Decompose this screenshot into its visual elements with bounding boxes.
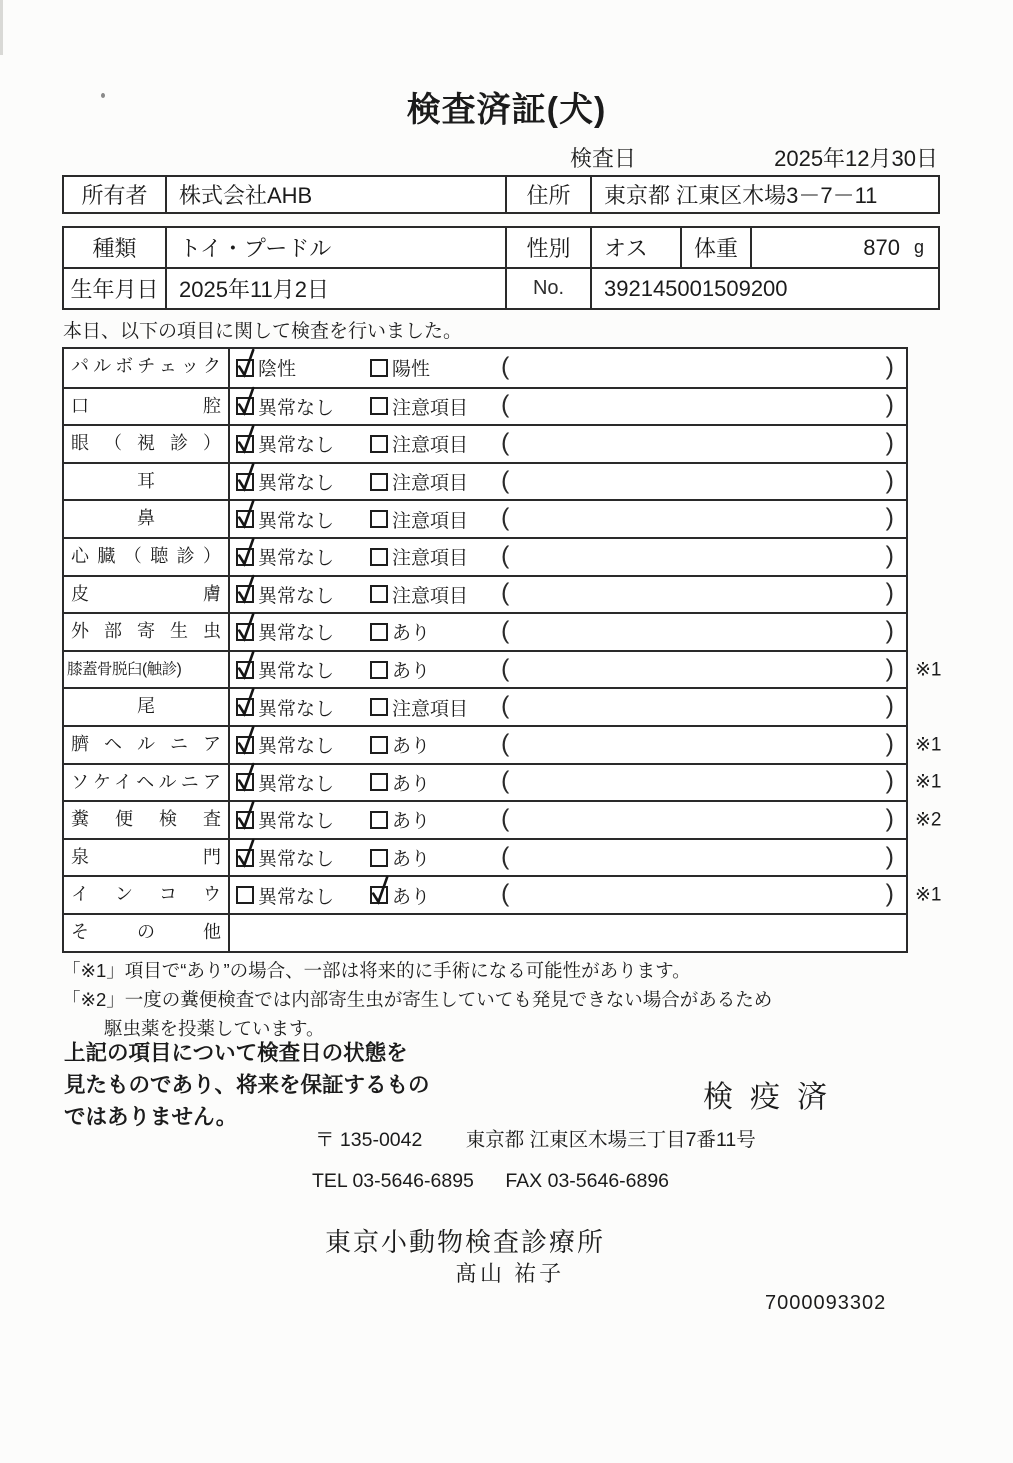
checklist-row [64, 838, 906, 876]
checklist-row-label: 膝蓋骨脱臼(触診) [64, 652, 230, 688]
option-2-label: あり [392, 623, 431, 645]
checkbox-icon [370, 585, 388, 603]
info-row-birth [64, 267, 938, 308]
checklist-table [62, 347, 942, 953]
checklist-row [64, 763, 942, 801]
owner-table [62, 175, 940, 214]
checklist-row-options [230, 802, 942, 838]
checkbox-icon [236, 886, 254, 904]
option-1 [236, 802, 334, 838]
checklist-row-options [230, 840, 906, 876]
option-1-label: 異常なし [258, 473, 335, 495]
address-label: 住所 [505, 177, 590, 212]
paren-open: ( [501, 352, 510, 381]
animal-info-table [62, 226, 940, 310]
sex-label: 性別 [505, 228, 590, 267]
option-2 [370, 802, 430, 838]
checklist-row-options [230, 689, 906, 725]
checklist-row-label: ソケイヘルニア [64, 765, 230, 801]
checkbox-icon [236, 773, 254, 791]
document-title: 検査済証(犬) [406, 91, 607, 129]
option-1 [236, 765, 334, 801]
option-1 [236, 877, 334, 913]
option-2 [370, 877, 430, 913]
paren-close: ) [885, 390, 894, 419]
option-1-label: 異常なし [258, 811, 335, 833]
checklist-row-options [230, 614, 906, 650]
checkbox-icon [370, 849, 388, 867]
clinic-postal-code: 〒 135-0042 [315, 1129, 423, 1151]
checkbox-icon [236, 698, 254, 716]
veterinarian-name: 髙山 祐子 [455, 1261, 565, 1286]
weight-label: 体重 [680, 228, 750, 267]
check-mark-icon [235, 348, 259, 379]
checklist-row-options [230, 915, 906, 951]
row-footnote-mark: ※1 [915, 734, 942, 756]
option-2-label: 注意項目 [392, 435, 469, 457]
paren-close: ) [885, 653, 894, 682]
option-1 [236, 840, 334, 876]
checklist-row [64, 650, 942, 688]
checkbox-icon [236, 473, 254, 491]
option-1 [236, 464, 334, 500]
option-2-label: あり [392, 661, 431, 683]
option-2-label: 注意項目 [392, 585, 469, 607]
checklist-row-label: 糞便検査 [64, 802, 230, 838]
option-2 [370, 652, 430, 688]
clinic-fax: FAX 03-5646-6896 [505, 1170, 670, 1192]
document-number: 7000093302 [765, 1292, 887, 1314]
option-2 [370, 577, 468, 613]
option-1-label: 異常なし [258, 623, 335, 645]
paren-open: ( [501, 691, 510, 720]
paren-close: ) [885, 804, 894, 833]
paren-close: ) [885, 766, 894, 795]
option-2-label: 注意項目 [392, 698, 469, 720]
checkbox-icon [370, 473, 388, 491]
birth-value: 2025年11月2日 [165, 269, 505, 308]
clinic-address: 東京都 江東区木場三丁目7番11号 [465, 1129, 756, 1151]
option-1 [236, 426, 334, 462]
check-mark-icon [235, 687, 259, 718]
paren-close: ) [885, 352, 894, 381]
paren-close: ) [885, 541, 894, 570]
checklist-row [64, 349, 906, 387]
clinic-name: 東京小動物検査診療所 [325, 1227, 606, 1257]
checklist-row [64, 800, 942, 838]
option-2-label: あり [392, 773, 431, 795]
paren-open: ( [501, 503, 510, 532]
checklist-row-label: その他 [64, 915, 230, 951]
option-1 [236, 614, 334, 650]
option-1-label: 異常なし [258, 585, 335, 607]
checklist-row [64, 875, 942, 913]
check-mark-icon [235, 499, 259, 530]
checklist-row-label: 臍ヘルニア [64, 727, 230, 763]
checkbox-icon [370, 811, 388, 829]
checkbox-icon [236, 585, 254, 603]
paren-open: ( [501, 616, 510, 645]
option-2-label: あり [392, 886, 431, 908]
option-2 [370, 389, 468, 425]
paren-open: ( [501, 578, 510, 607]
row-footnote-mark: ※2 [915, 809, 942, 831]
option-1-label: 異常なし [258, 773, 335, 795]
checklist-row-label: 皮膚 [64, 577, 230, 613]
option-2-label: 陽性 [392, 359, 431, 381]
option-2-label: あり [392, 849, 431, 871]
checklist-row-options [230, 501, 906, 537]
paren-close: ) [885, 729, 894, 758]
check-mark-icon [235, 386, 259, 417]
checklist-row [64, 687, 906, 725]
paren-close: ) [885, 465, 894, 494]
checkbox-icon [236, 811, 254, 829]
checkbox-icon [370, 359, 388, 377]
paren-open: ( [501, 541, 510, 570]
paren-close: ) [885, 428, 894, 457]
checkbox-icon [236, 736, 254, 754]
option-2 [370, 765, 430, 801]
checkbox-icon [236, 548, 254, 566]
footnote-1: 「※1」項目で“あり”の場合、一部は将来的に手術になる可能性があります。 [62, 960, 691, 981]
weight-value: 870 [863, 234, 900, 260]
option-2-label: 注意項目 [392, 510, 469, 532]
number-label: No. [505, 269, 590, 308]
breed-value: トイ・プードル [165, 228, 505, 267]
checklist-row-options [230, 652, 942, 688]
paren-open: ( [501, 428, 510, 457]
disclaimer-line1: 上記の項目について検査日の状態を [64, 1041, 408, 1065]
check-mark-icon [369, 875, 393, 906]
option-1-label: 異常なし [258, 736, 335, 758]
paren-open: ( [501, 766, 510, 795]
option-1-label: 異常なし [258, 548, 335, 570]
option-2 [370, 349, 430, 387]
option-1 [236, 727, 334, 763]
paren-close: ) [885, 841, 894, 870]
check-mark-icon [235, 650, 259, 681]
option-2 [370, 501, 468, 537]
checklist-row-options [230, 389, 906, 425]
option-1-label: 異常なし [258, 510, 335, 532]
row-footnote-mark: ※1 [915, 659, 942, 681]
weight-value-cell [750, 228, 938, 267]
breed-label: 種類 [92, 236, 137, 261]
checklist-row [64, 537, 906, 575]
option-1 [236, 389, 334, 425]
checkbox-icon [370, 736, 388, 754]
clinic-postal-line [315, 1124, 756, 1152]
paren-open: ( [501, 879, 510, 908]
weight-unit: g [913, 237, 924, 257]
checkbox-icon [236, 397, 254, 415]
option-1-label: 異常なし [258, 661, 335, 683]
checkbox-icon [236, 849, 254, 867]
inspection-date-value: 2025年12月30日 [774, 146, 938, 171]
checkbox-icon [370, 886, 388, 904]
checklist-row-options [230, 464, 906, 500]
paren-close: ) [885, 879, 894, 908]
paren-open: ( [501, 841, 510, 870]
checklist-row [64, 462, 906, 500]
checklist-row [64, 913, 906, 951]
option-2-label: 注意項目 [392, 548, 469, 570]
check-mark-icon [235, 537, 259, 568]
paren-open: ( [501, 804, 510, 833]
paren-close: ) [885, 616, 894, 645]
checklist-row-options [230, 577, 906, 613]
option-2-label: あり [392, 811, 431, 833]
paren-open: ( [501, 729, 510, 758]
checklist-row-label: 眼（視診） [64, 426, 230, 462]
checklist-row-label: 外部寄生虫 [64, 614, 230, 650]
option-1 [236, 539, 334, 575]
info-row-breed [64, 228, 938, 267]
checklist-row-label: 泉門 [64, 840, 230, 876]
checklist-row-label: パルボチェック [64, 349, 230, 387]
checklist-row-label: インコウ [64, 877, 230, 913]
checklist-intro-text: 本日、以下の項目に関して検査を行いました。 [63, 321, 463, 342]
option-1-label: 異常なし [258, 397, 335, 419]
checklist-row-options [230, 426, 906, 462]
footnotes-block [62, 956, 772, 1043]
paren-close: ) [885, 503, 894, 532]
option-2-label: あり [392, 736, 431, 758]
check-mark-icon [235, 462, 259, 493]
check-mark-icon [235, 800, 259, 831]
checklist-row-label: 耳 [64, 464, 230, 500]
option-1-label: 異常なし [258, 849, 335, 871]
check-mark-icon [235, 725, 259, 756]
checklist-row-options [230, 727, 942, 763]
checklist-row-label: 心臓（聴診） [64, 539, 230, 575]
checklist-row-label: 鼻 [64, 501, 230, 537]
checklist-row [64, 424, 906, 462]
checkbox-icon [236, 510, 254, 528]
option-1-label: 異常なし [258, 886, 335, 908]
checklist-row-options [230, 349, 906, 387]
quarantine-stamp: 検疫済 [703, 1081, 844, 1114]
checkbox-icon [370, 623, 388, 641]
address-value: 東京都 江東区木場3－7－11 [590, 177, 938, 212]
footnote-2-line2: 駆虫薬を投薬しています。 [104, 1018, 325, 1039]
option-2 [370, 539, 468, 575]
option-1 [236, 652, 334, 688]
paren-open: ( [501, 465, 510, 494]
birth-label: 生年月日 [70, 277, 159, 302]
checklist-row-options [230, 539, 906, 575]
sex-value: オス [590, 228, 680, 267]
number-value: 392145001509200 [590, 269, 938, 308]
paren-close: ) [885, 691, 894, 720]
paren-close: ) [885, 578, 894, 607]
owner-label: 所有者 [81, 183, 148, 208]
row-footnote-mark: ※1 [915, 771, 942, 793]
check-mark-icon [235, 574, 259, 605]
scan-edge-artifact [0, 0, 3, 55]
option-1-label: 陰性 [258, 359, 297, 381]
checkbox-icon [370, 548, 388, 566]
option-2 [370, 426, 468, 462]
option-1 [236, 349, 296, 387]
checklist-row-options [230, 765, 942, 801]
checklist-row [64, 575, 906, 613]
checklist-row-options [230, 877, 942, 913]
option-2 [370, 614, 430, 650]
checklist-row [64, 612, 906, 650]
option-2-label: 注意項目 [392, 397, 469, 419]
checkbox-icon [370, 661, 388, 679]
disclaimer-block [64, 1037, 430, 1133]
checkbox-icon [236, 359, 254, 377]
row-footnote-mark: ※1 [915, 884, 942, 906]
paren-open: ( [501, 390, 510, 419]
footnote-2-line1: 「※2」一度の糞便検査では内部寄生虫が寄生していても発見できない場合があるため [62, 989, 773, 1010]
option-2 [370, 840, 430, 876]
option-1-label: 異常なし [258, 698, 335, 720]
checkbox-icon [236, 623, 254, 641]
owner-value: 株式会社AHB [165, 177, 505, 212]
check-mark-icon [235, 424, 259, 455]
checkbox-icon [370, 773, 388, 791]
checkbox-icon [236, 661, 254, 679]
option-2 [370, 689, 468, 725]
option-1 [236, 501, 334, 537]
option-1 [236, 577, 334, 613]
checklist-row [64, 499, 906, 537]
paren-open: ( [501, 653, 510, 682]
disclaimer-line3: ではありません。 [64, 1105, 238, 1129]
checkbox-icon [370, 510, 388, 528]
option-2 [370, 464, 468, 500]
clinic-tel-line [312, 1170, 669, 1193]
check-mark-icon [235, 612, 259, 643]
option-2-label: 注意項目 [392, 473, 469, 495]
option-1-label: 異常なし [258, 435, 335, 457]
checklist-row-label: 口腔 [64, 389, 230, 425]
disclaimer-line2: 見たものであり、将来を保証するもの [64, 1073, 430, 1097]
check-mark-icon [235, 838, 259, 869]
check-mark-icon [235, 762, 259, 793]
checkbox-icon [370, 435, 388, 453]
checkbox-icon [236, 435, 254, 453]
checklist-row [64, 387, 906, 425]
inspection-date-label: 検査日 [570, 146, 637, 171]
option-1 [236, 689, 334, 725]
checkbox-icon [370, 397, 388, 415]
option-2 [370, 727, 430, 763]
checklist-row [64, 725, 942, 763]
checklist-row-label: 尾 [64, 689, 230, 725]
clinic-tel: TEL 03-5646-6895 [312, 1170, 474, 1192]
checkbox-icon [370, 698, 388, 716]
